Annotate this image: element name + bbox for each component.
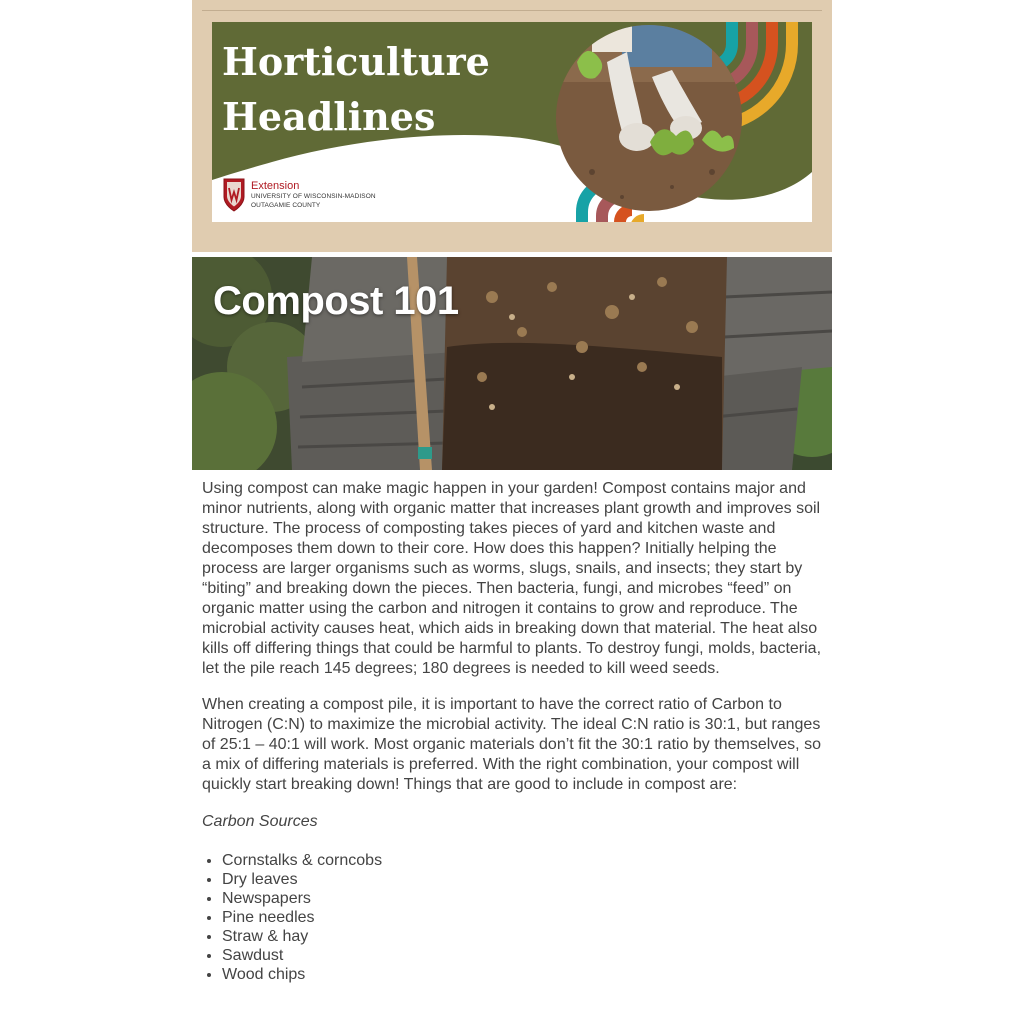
uw-crest-icon <box>222 177 246 213</box>
article-paragraph-2: When creating a compost pile, it is important to have the correct ratio of Carbon to Nitrogen (C:N) to maximize the microbial activity. The ideal C:N ratio is 30:1, but ranges of 25:1 – 40:1 will work. Most organic materials don’t fit the 30:1 ratio by themselves, so a mix of differing materials is preferred. With the right combination, your compost will quickly start breaking down! Things that are good to include in compost are: <box>202 696 821 793</box>
title-line-1: Horticulture <box>222 39 490 84</box>
article-paragraph-1: Using compost can make magic happen in your garden! Compost contains major and minor nutrients, along with organic matter that increases plant growth and improves soil structure. The process of composting takes pieces of yard and kitchen waste and decomposes them down to their core. How does this happen? Initially helping the process are larger organisms such as worms, slugs, snails, and insects; they start by “biting” and breaking down the pieces. Then bacteria, fungi, and microbes “feed” on organic matter using the carbon and nitrogen it contains to grow and reproduce. The microbial activity causes heat, which aids in breaking down that material. The heat also kills off differing things that could be harmful to plants. To destroy fungi, molds, bacteria, let the pile reach 145 degrees; 180 degrees is needed to kill weed seeds. <box>202 480 822 677</box>
extension-name: Extension <box>251 180 300 192</box>
list-item: • Pine needles <box>222 908 824 927</box>
list-item: • Cornstalks & corncobs <box>222 851 824 870</box>
title-line-2: Headlines <box>222 94 436 139</box>
article-body <box>202 479 824 984</box>
list-item: • Sawdust <box>222 946 824 965</box>
masthead-divider <box>202 10 822 11</box>
article-title: Compost 101 <box>213 279 459 323</box>
newsletter-banner <box>212 22 812 222</box>
extension-university: UNIVERSITY OF WISCONSIN-MADISON <box>251 193 376 200</box>
extension-county: OUTAGAMIE COUNTY <box>251 201 321 209</box>
newsletter-title <box>222 34 490 144</box>
list-item: • Straw & hay <box>222 927 824 946</box>
list-item: • Dry leaves <box>222 870 824 889</box>
newsletter-email <box>192 0 832 983</box>
list-item: • Newspapers <box>222 889 824 908</box>
extension-logo[interactable] <box>222 174 376 216</box>
carbon-sources-heading: Carbon Sources <box>202 813 318 830</box>
masthead <box>192 0 832 252</box>
hero-banner <box>192 257 832 470</box>
list-item: • Wood chips <box>222 965 824 984</box>
carbon-sources-list <box>202 851 824 984</box>
